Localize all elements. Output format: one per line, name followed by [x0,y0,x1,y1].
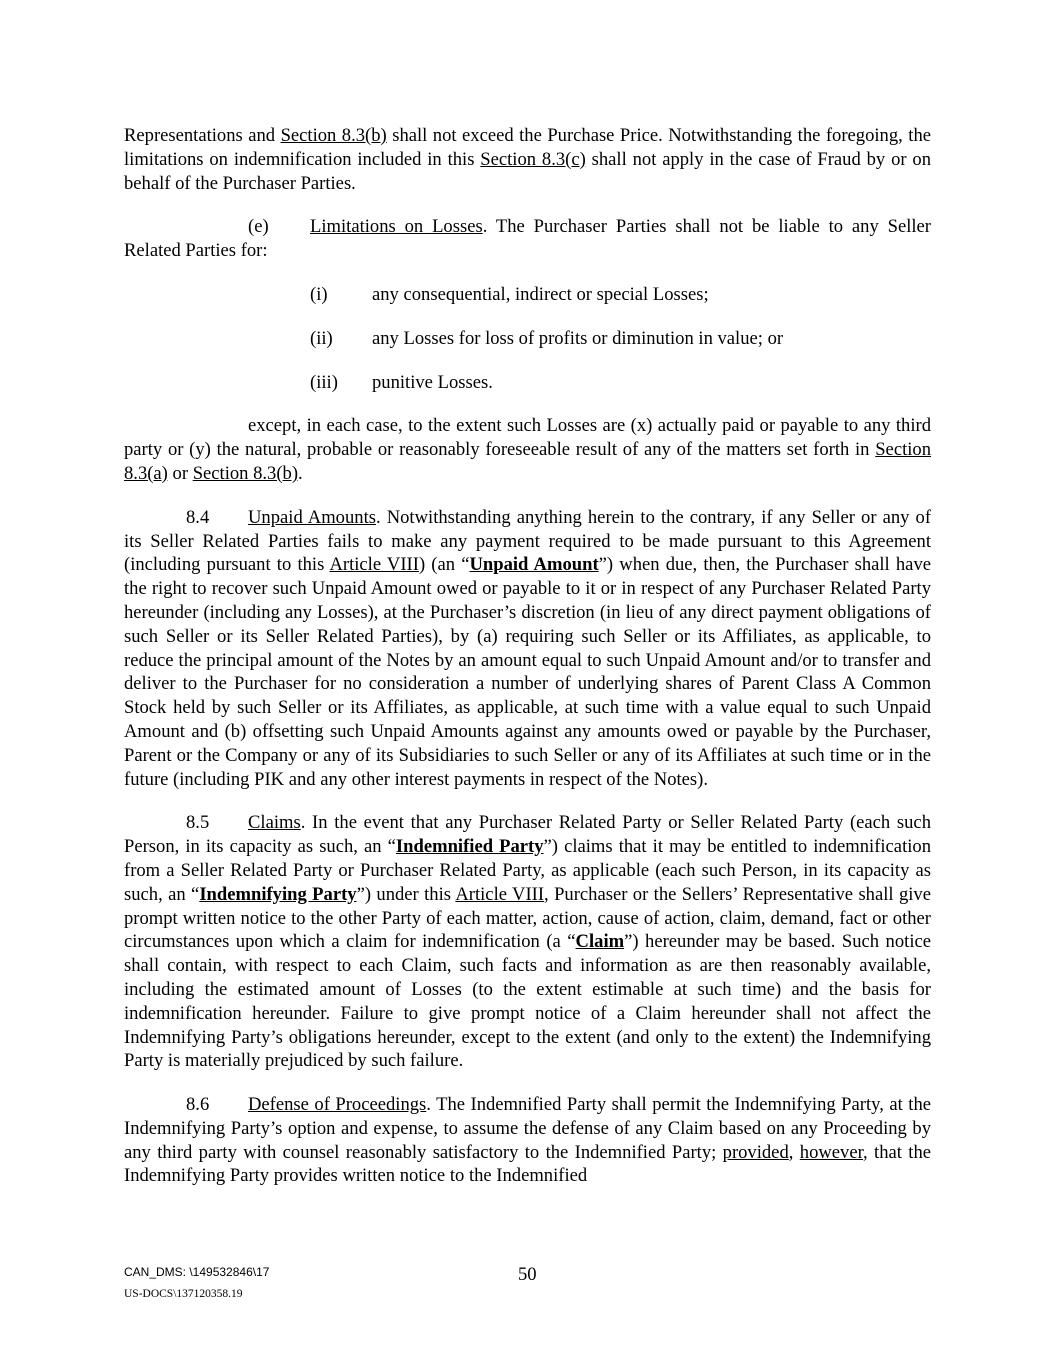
section-number: 8.6 [186,1094,210,1116]
section-reference: Section 8.3(b) [280,125,387,146]
text-run: ”) when due, then, the Purchaser shall have the right to recover such Unpaid Amount owed or payable to it or in respect of any Purchaser Related Party hereunder (including any Losses), at the Purchaser’s discretion (in lieu of any direct payment obligations of such Seller or its Seller Related Parties), by (a) requiring such Seller or its Affiliates, as applicable, to reduce the principal amount of the Notes by an amount equal to such Unpaid Amount and/or to transfer and deliver to the Purchaser for no consideration a number of underlying shares of Parent Class A Common Stock held by such Seller or its Affiliates, as applicable, at such time with a value equal to such Unpaid Amount and (b) offsetting such Unpaid Amounts against any amounts owed or payable by the Purchaser, Parent or the Company or any of its Subsidiaries to such Seller or any of its Affiliates at such time or in the future (including PIK and any other interest payments in respect of the Notes). [124,554,931,790]
text-run: ) (an “ [418,554,470,576]
clause-label: (e) [248,216,269,238]
proviso-term: provided [722,1141,789,1163]
text-run: shall not exceed the Purchase Price. Notwithstanding the foregoing, the limitations on indemnification included in this [124,125,931,170]
section-8-4 [124,506,931,792]
section-heading: Defense of Proceedings [248,1094,427,1116]
section-reference: Section 8.3(b) [192,462,299,484]
footer-doc-id-secondary: US-DOCS\137120358.19 [124,1288,243,1300]
article-reference: Article VIII [329,554,419,576]
text-run: shall not apply in the case of Fraud by or on behalf of the Purchaser Parties. [124,148,931,194]
text-run: except, in each case, to the extent such Losses are (x) actually paid or payable to any third party or (y) the natural, probable or reasonably foreseeable result of any of the matters set forth in [124,415,931,461]
text-run: . In the event that any Purchaser Related Party or Seller Related Party (each such Person, in its capacity as such, an “ [124,812,931,858]
list-item [124,327,931,351]
paragraph-e [124,215,931,263]
section-heading: Claims [248,812,301,834]
section-heading: Unpaid Amounts [248,506,376,528]
text-run: , [788,1141,800,1163]
section-reference: Section 8.3(c) [480,148,586,170]
text-run: . Notwithstanding anything herein to the contrary, if any Seller or any of its Seller Related Parties fails to make any payment required to be made pursuant to this Agreement (including pursuant to this [124,506,932,576]
list-item-number: (ii) [310,327,333,349]
section-8-6 [124,1093,931,1188]
paragraph-except [124,414,931,485]
section-reference: Section 8.3(a) [124,439,931,484]
text-run: . The Indemnified Party shall permit the Indemnifying Party, at the Indemnifying Party’s option and expense, to assume the defense of any Claim based on any Proceeding by any third party with counsel reasonably satisfactory to the Indemnified Party; [124,1094,932,1163]
footer-doc-id: CAN_DMS: \149532846\17 [124,1265,270,1279]
defined-term: Indemnified Party [395,836,544,858]
list-item-text: any consequential, indirect or special Losses; [372,283,709,305]
text-run: ”) claims that it may be entitled to indemnification from a Seller Related Party or Purchaser Related Party, as applicable (each such Person, in its capacity as such, an “ [124,836,931,905]
text-run: ”) under this [356,883,456,905]
list-item-text: any Losses for loss of profits or diminution in value; or [372,327,784,349]
text-run: . The Purchaser Parties shall not be liable to any Seller Related Parties for: [124,216,931,262]
defined-term: Indemnifying Party [199,883,357,905]
page-number: 50 [518,1264,537,1285]
section-number: 8.5 [186,812,210,834]
section-number: 8.4 [186,506,210,528]
list-item [124,371,931,395]
paragraph-continuation [124,124,931,195]
text-run: . [298,462,303,484]
article-reference: Article VIII [455,883,545,905]
defined-term: Unpaid Amount [469,554,599,576]
text-run: Representations and [124,125,281,146]
text-run: ”) hereunder may be based. Such notice shall contain, with respect to each Claim, such facts and information as are then reasonably available, including the estimated amount of Losses (to the extent estimable at such time) and the basis for indemnification hereunder. Failure to give prompt notice of a Claim hereunder shall not affect the Indemnifying Party’s obligations hereunder, except to the extent (and only to the extent) the Indemnifying Party is materially prejudiced by such failure. [124,931,931,1072]
clause-heading: Limitations on Losses [310,216,483,238]
text-run: , Purchaser or the Sellers’ Representative shall give prompt written notice to the other Party of each matter, action, cause of action, claim, demand, fact or other circumstances upon which a claim for indemnification (a “ [124,883,931,953]
list-item-number: (i) [310,283,328,305]
list-item-text: punitive Losses. [372,371,493,393]
list-item [124,283,931,307]
text-run: , that the Indemnifying Party provides written notice to the Indemnified [124,1141,932,1187]
section-8-5 [124,811,931,1073]
proviso-term: however [799,1141,864,1163]
document-page [124,124,931,1188]
list-item-number: (iii) [310,371,338,393]
defined-term: Claim [575,931,625,953]
text-run: or [167,462,193,484]
